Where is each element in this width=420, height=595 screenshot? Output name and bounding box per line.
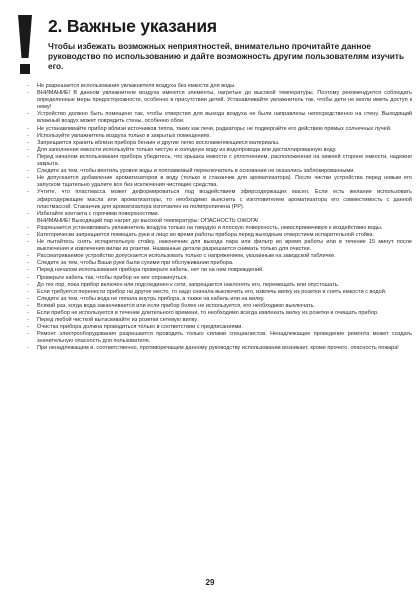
list-item — [27, 239, 412, 253]
list-item-text: Не разрешается использование увлажнителя воздуха без емкости для воды. — [37, 83, 236, 89]
list-item — [27, 345, 412, 352]
list-item-text: Используйте увлажнитель воздуха только в закрытых помещениях. — [37, 132, 212, 139]
list-item — [27, 211, 412, 225]
list-item — [27, 296, 412, 303]
list-item-text: Перед началом использования прибора убедитесь, что крышка емкости с уплотнением, расположенная на нижней стороне емкости, надежно закрыта. — [37, 153, 412, 168]
section-header — [48, 16, 410, 71]
list-item — [27, 232, 412, 239]
list-item-text: Избегайте контакта с горячими поверхностями. — [37, 210, 160, 217]
list-item-text: Учтите, что пластмасса может деформироваться под воздействием эфирсодержащих масел. Если есть желание использовать эфирсодержащие масла или ароматизаторы, то необходимо выяснить с изготовителем ароматизатора его совместимость с данной пластмассой. Стаканчик для ароматизатора изготовлен из полипропилена (PP). — [37, 189, 412, 210]
list-item — [27, 140, 412, 147]
list-item-text: Следите за тем, чтобы вода не попала внутрь прибора, а также на кабель или на вилку. — [37, 295, 265, 302]
list-item-text: Всякий раз, когда вода заканчивается или если прибор более не используется, его необходимо выключать. — [37, 302, 316, 309]
list-item-text: Разрешается устанавливать увлажнитель воздуха только на твердую и плоскую поверхность, невосприимчивую к воздействию воды. — [37, 224, 383, 231]
list-item — [27, 147, 412, 154]
list-item-text: Рассматриваемое устройство допускается использовать только с напряжением, указанным на заводской табличке. — [37, 253, 336, 260]
list-item-text: ВНИМАНИЕ! В данном увлажнителе воздуха имеются элементы, нагретые до высокой температуры. Поэтому рекомендуется соблюдать определенные меры предосторожности, особенно в присутствии детей. Устанавливайте увлажнитель так, чтобы дети не могли иметь доступ к нему! — [37, 90, 412, 111]
list-item — [27, 154, 412, 168]
exclamation-icon — [15, 14, 35, 76]
section-title: 2. Важные указания — [48, 16, 217, 36]
list-item — [27, 317, 412, 324]
list-item-text: Не пытайтесь снять испарительную стойку, наконечник для выхода пара или фильтр во время работы или в течение 15 минут после выключения и извлечения вилки из розетки. Названные детали разрешается снимать только для очистки. — [37, 239, 412, 253]
list-item-text: Следите за тем, чтобы Ваши руки были сухими при обслуживании прибора. — [37, 260, 234, 267]
list-item-text: Не устанавливайте прибор вблизи источников тепла, таких как печи, радиаторы; не подвергайте его действию прямых солнечных лучей. — [37, 125, 392, 132]
list-item-text: При ненадлежащем и, соответственно, противоречащем данному руководству использовании возникает, кроме прочего, опасность пожара! — [37, 345, 399, 352]
list-item-text: Очистка прибора должна проводиться только в соответствии с предписаниями. — [37, 324, 243, 331]
list-item-text: Следите за тем, чтобы вентиль уровня воды и поплавковый переключатель в основании не оказались заблокированными. — [37, 168, 355, 175]
list-item — [27, 303, 412, 310]
section-intro: Чтобы избежать возможных неприятностей, внимательно прочитайте данное руководство по использованию и дайте возможность другим пользователям изучить его. — [48, 41, 405, 71]
list-item-text: До тех пор, пока прибор включен или подсоединен к сети, запрещается наклонять его, перемещать или опустошать. — [37, 281, 340, 288]
list-item-text: Не допускается добавление ароматизаторов в воду (только в стаканчик для ароматизатора). После чистки устройства перед новым его запуском тщательно удалите все без исключения чистящие средства. — [37, 175, 412, 189]
list-item — [27, 282, 412, 289]
list-item — [27, 253, 412, 260]
list-item-text: Ремонт электрооборудования разрешается проводить только силами специалистов. Ненадлежащее проведение ремонта может создать значительную опасность для пользователя. — [37, 331, 412, 345]
page-number: 29 — [205, 578, 215, 587]
list-item — [27, 189, 412, 210]
instructions-list — [27, 83, 412, 353]
list-item — [27, 324, 412, 331]
list-item-text: Если требуется перенести прибор на другое место, то надо сначала выключить его, извлечь вилку из розетки и снять емкости с водой. — [37, 288, 387, 295]
list-item — [27, 289, 412, 296]
list-item-text: Если прибор не используется в течение длительного времени, то необходимо всегда извлекать вилку из розетки и очищать прибор. — [37, 310, 379, 316]
list-item — [27, 331, 412, 345]
list-item-text: Проверьте кабель так, чтобы прибор не мог опрокинуться. — [37, 274, 188, 281]
list-item-text: Перед любой чисткой вытаскивайте из розетки сетевую вилку. — [37, 317, 199, 324]
list-item — [27, 126, 412, 133]
list-item — [27, 225, 412, 232]
list-item-text: Устройство должно быть помещено так, чтобы отверстия для выхода воздуха не были направлены непосредственно на стену. Выходящий влажный воздух может повредить стены, особенно обои. — [37, 111, 412, 125]
list-item-text: Категорически запрещается помещать руки и лицо во время работы прибора перед выходным отверстием испарительной стойки. — [37, 231, 374, 238]
list-item-warning: ВНИМАНИЕ! Выходящий пар нагрет до высокой температуры: ОПАСНОСТЬ ОЖОГА! — [37, 217, 259, 224]
list-item — [27, 267, 412, 274]
list-item — [27, 175, 412, 189]
list-item-text: Перед началом использования прибора проверьте кабель, нет ли на нем повреждений. — [37, 267, 264, 274]
list-item — [27, 90, 412, 111]
list-item — [27, 275, 412, 282]
list-item-text: Запрещается хранить вблизи прибора бензин и другие легко воспламеняющиеся материалы. — [37, 139, 280, 146]
list-item — [27, 111, 412, 125]
list-item-text: Для заполнения емкости используйте только чистую и холодную воду из водопровода или дистиллированную воду. — [37, 146, 337, 153]
list-item — [27, 133, 412, 140]
